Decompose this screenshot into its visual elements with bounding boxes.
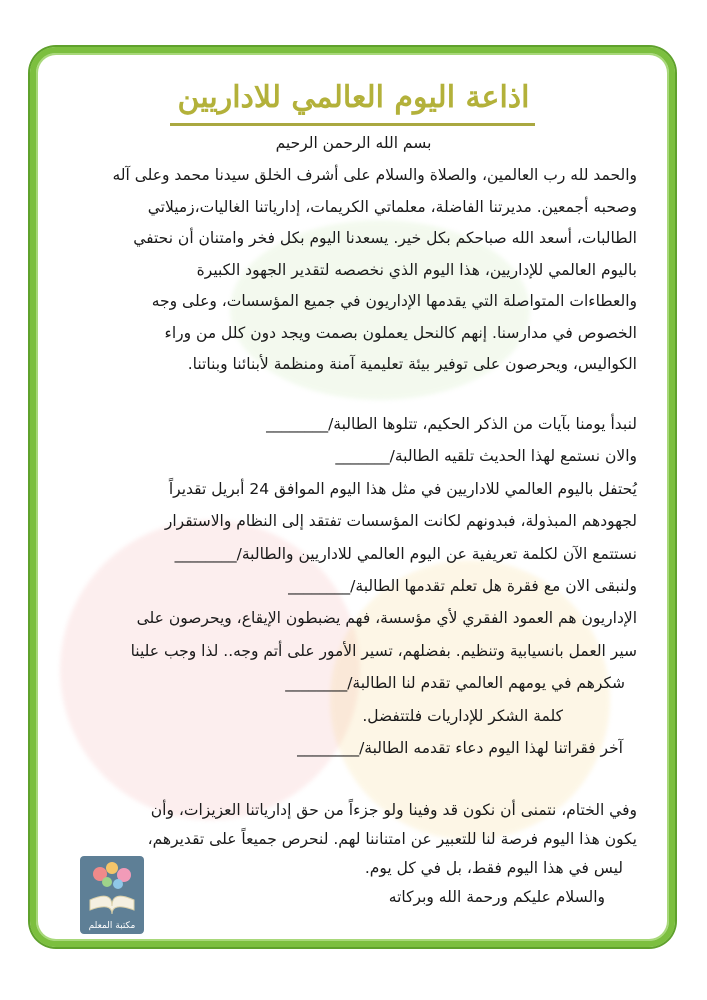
closing-line: يكون هذا اليوم فرصة لنا للتعبير عن امتناننا لهم. لنحرص جميعاً على تقديرهم،	[147, 830, 637, 848]
intro-line: الكواليس، ويحرصون على توفير بيئة تعليمية آمنة ومنظمة لأبنائنا وبناتنا.	[187, 355, 637, 373]
intro-line: وصحبه أجمعين. مديرتنا الفاضلة، معلماتي الكريمات، إدارياتنا الغاليات،زميلاتي	[147, 197, 637, 216]
logo-label: مكتبة المعلم	[88, 921, 136, 931]
closing-paragraph	[70, 796, 637, 912]
basmala	[70, 128, 637, 160]
basmala-text: بسم الله الرحمن الرحيم	[275, 134, 432, 152]
program-line: سير العمل بانسيابية وتنظيم. بفضلهم، تسير الأمور على أتم وجه.. لذا وجب علينا	[130, 641, 637, 660]
program-line: شكرهم في يومهم العالمي تقدم لنا الطالبة/________	[285, 674, 625, 693]
program-line: والان نستمع لهذا الحديث تلقيه الطالبة/_______	[335, 447, 637, 466]
program-line: ولنبقى الان مع فقرة هل تعلم تقدمها الطالبة/________	[288, 577, 637, 596]
program-line: كلمة الشكر للإداريات فلتتفضل.	[362, 706, 563, 725]
teacher-library-logo	[80, 856, 144, 934]
closing-line: وفي الختام، نتمنى أن نكون قد وفينا ولو جزءاً من حق إدارياتنا العزيزات، وأن	[150, 801, 637, 819]
title-underline	[170, 123, 535, 126]
closing-line: ليس في هذا اليوم فقط، بل في كل يوم.	[364, 859, 623, 877]
program-line: الإداريون هم العمود الفقري لأي مؤسسة، فهم يضبطون الإيقاع، ويحرصون على	[136, 609, 637, 628]
intro-line: باليوم العالمي للإداريين، هذا اليوم الذي نخصصه لتقدير الجهود الكبيرة	[196, 260, 637, 279]
book-flowers-icon	[80, 856, 144, 918]
intro-line: والحمد لله رب العالمين، والصلاة والسلام على أشرف الخلق سيدنا محمد وعلى آله	[112, 166, 637, 184]
intro-line: الطالبات، أسعد الله صباحكم بكل خير. يسعدنا اليوم بكل فخر وامتنان أن نحتفي	[133, 229, 637, 247]
program-line: لجهودهم المبذولة، فبدونهم لكانت المؤسسات تفتقد إلى النظام والاستقرار	[164, 512, 637, 531]
intro-paragraph	[70, 160, 637, 381]
closing-line: والسلام عليكم ورحمة الله وبركاته	[388, 888, 605, 906]
program-section	[70, 408, 637, 764]
intro-line: والعطاءات المتواصلة التي يقدمها الإداريون في جميع المؤسسات، وعلى وجه	[151, 292, 637, 310]
intro-line: الخصوص في مدارسنا. إنهم كالنحل يعملون بصمت ويجد دون كلل من وراء	[164, 323, 637, 342]
program-line: لنبدأ يومنا بآيات من الذكر الحكيم، تتلوها الطالبة/________	[266, 415, 637, 433]
program-line: نستتمع الآن لكلمة تعريفية عن اليوم العالمي للاداريين والطالبة/________	[174, 544, 637, 563]
program-line: آخر فقراتنا لهذا اليوم دعاء تقدمه الطالبة/________	[297, 739, 623, 758]
page-title: اذاعة اليوم العالمي للاداريين	[177, 80, 530, 115]
program-line: يُحتفل باليوم العالمي للاداريين في مثل هذا اليوم الموافق 24 أبريل تقديراً	[168, 479, 637, 498]
